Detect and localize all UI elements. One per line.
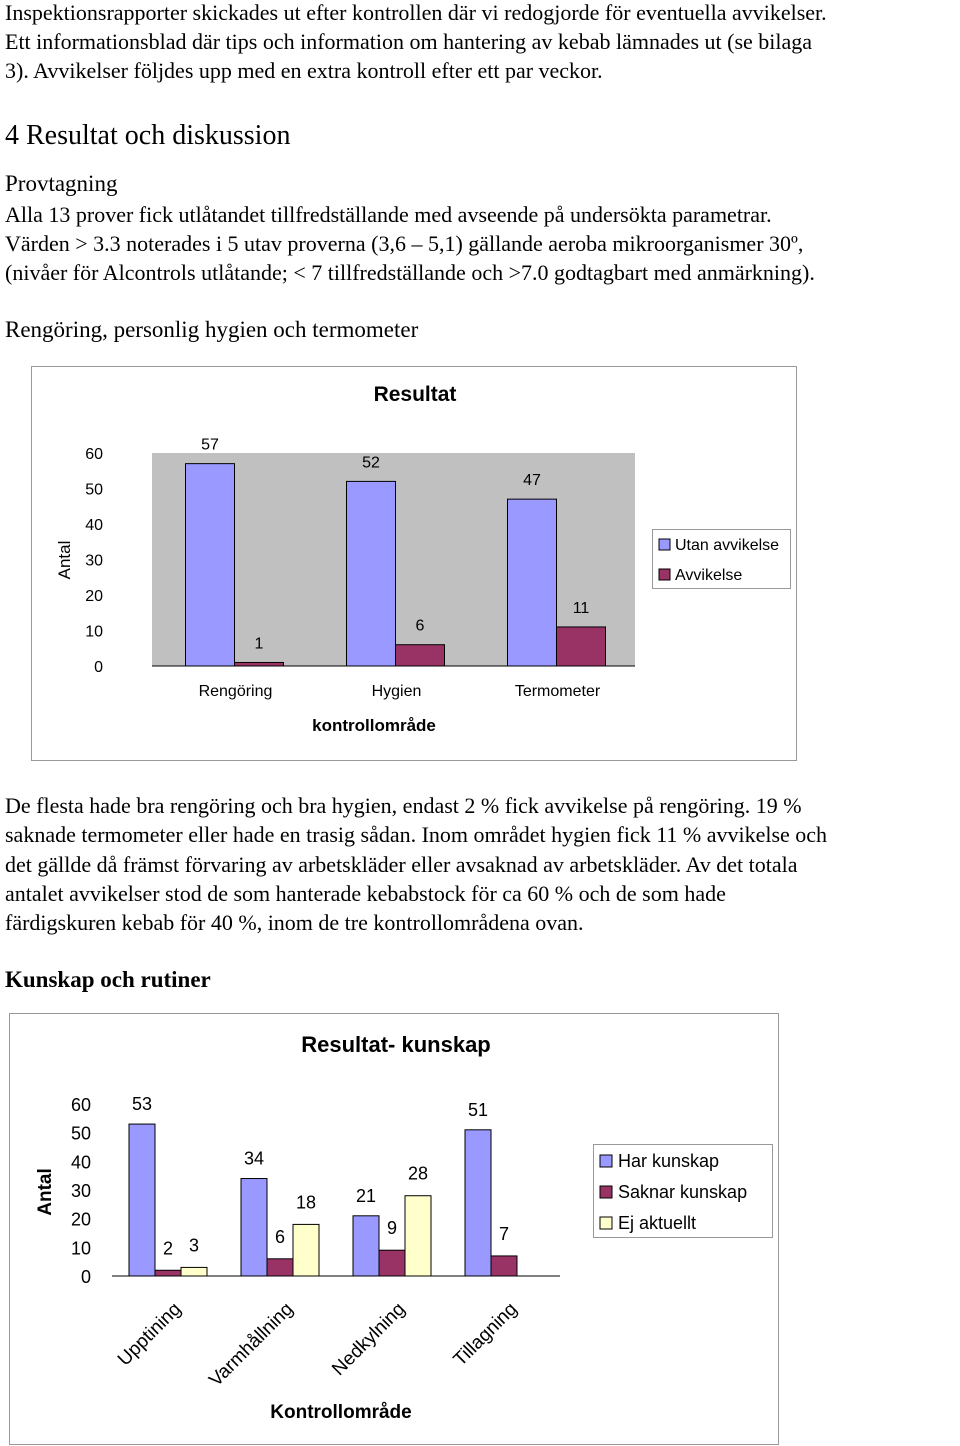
y-axis-label: Antal [55, 540, 74, 580]
bar-saknar-kunskap [267, 1259, 293, 1276]
data-label: 47 [523, 472, 541, 490]
provtagning-line-2: Värden > 3.3 noterades i 5 utav proverna (3,6 – 5,1) gällande aeroba mikroorganismer 30º, [5, 231, 804, 256]
legend-swatch [600, 1186, 612, 1198]
x-tick-label: Varmhållning [205, 1298, 298, 1391]
y-axis-label: Antal [35, 1168, 56, 1216]
bar-avvikelse [235, 662, 284, 666]
y-tick-label: 20 [70, 1209, 91, 1230]
legend-swatch [600, 1217, 612, 1229]
bar-saknar-kunskap [379, 1250, 405, 1276]
data-label: 3 [188, 1235, 200, 1256]
legend-label: Har kunskap [618, 1151, 720, 1171]
chart-resultat [0, 364, 960, 764]
x-tick-label: Upptining [113, 1298, 186, 1371]
y-tick-label: 60 [85, 446, 103, 463]
data-label: 21 [355, 1185, 377, 1206]
bar-avvikelse [557, 627, 606, 666]
data-label: 18 [295, 1192, 317, 1213]
y-tick-label: 60 [70, 1095, 91, 1115]
section-heading: 4 Resultat och diskussion [5, 120, 291, 151]
bar-utan-avvikelse [508, 499, 557, 666]
y-tick-label: 50 [85, 481, 103, 499]
legend-label: Utan avvikelse [675, 537, 780, 554]
bar-ej-aktuellt [293, 1224, 319, 1276]
y-tick-label: 10 [70, 1238, 91, 1259]
data-label: 11 [572, 599, 590, 617]
data-label: 7 [498, 1223, 510, 1244]
x-tick-label: Hygien [371, 683, 422, 700]
legend [594, 1145, 773, 1238]
discussion-line-5: färdigskuren kebab för 40 %, inom de tre kontrollområdena ovan. [5, 910, 584, 935]
y-tick-label: 40 [70, 1152, 91, 1173]
discussion-line-1: De flesta hade bra rengöring och bra hygien, endast 2 % fick avvikelse på rengöring. 19 % [5, 793, 802, 818]
provtagning-heading: Provtagning [5, 171, 118, 196]
data-label: 57 [201, 436, 219, 454]
data-label: 52 [362, 454, 380, 472]
x-axis-label: Kontrollområde [270, 1402, 412, 1423]
x-tick-label: Rengöring [198, 683, 273, 700]
bar-ej-aktuellt [405, 1196, 431, 1276]
y-tick-label: 10 [85, 623, 103, 641]
discussion-line-2: saknade termometer eller hade en trasig sådan. Inom området hygien fick 11 % avvikelse och [5, 822, 828, 847]
legend-swatch [659, 569, 670, 580]
y-tick-label: 0 [94, 659, 103, 676]
legend-label: Saknar kunskap [618, 1182, 748, 1202]
x-tick-label: Nedkylning [328, 1298, 410, 1381]
legend-swatch [659, 539, 670, 550]
chart-resultat-kunskap [0, 1010, 960, 1446]
data-label: 28 [407, 1163, 429, 1184]
y-tick-label: 20 [85, 588, 103, 605]
y-tick-label: 40 [85, 517, 103, 534]
data-label: 9 [386, 1218, 398, 1239]
bar-utan-avvikelse [347, 481, 396, 666]
bar-avvikelse [396, 645, 445, 666]
discussion-line-3: det gällde då främst förvaring av arbetskläder eller avsaknad av arbetskläder. Av det totala [5, 852, 798, 877]
y-tick-label: 30 [85, 552, 103, 570]
intro-line-3: 3). Avvikelser följdes upp med en extra kontroll efter ett par veckor. [5, 58, 603, 83]
data-label: 2 [162, 1238, 174, 1259]
kunskap-heading: Kunskap och rutiner [5, 967, 211, 992]
intro-line-1: Inspektionsrapporter skickades ut efter kontrollen där vi redogjorde för eventuella avvikelser. [5, 0, 827, 25]
data-label: 6 [415, 617, 425, 635]
bar-har-kunskap [129, 1124, 155, 1276]
x-tick-label: Termometer [514, 683, 601, 700]
bar-har-kunskap [353, 1216, 379, 1276]
chart-title: Resultat [373, 383, 457, 406]
y-tick-label: 30 [70, 1181, 91, 1201]
bar-saknar-kunskap [491, 1256, 517, 1276]
legend-swatch [600, 1155, 612, 1167]
provtagning-line-1: Alla 13 prover fick utlåtandet tillfredställande med avseende på undersökta parametrar. [5, 202, 772, 227]
bar-utan-avvikelse [186, 464, 235, 666]
legend-label: Ej aktuellt [618, 1213, 697, 1233]
bar-har-kunskap [241, 1179, 267, 1276]
legend [653, 530, 791, 589]
data-label: 6 [274, 1226, 286, 1247]
bar-ej-aktuellt [181, 1267, 207, 1276]
rengoring-heading: Rengöring, personlig hygien och termometer [5, 317, 419, 342]
x-tick-label: Tillagning [449, 1298, 522, 1371]
plot-area [85, 437, 635, 700]
intro-line-2: Ett informationsblad där tips och information om hantering av kebab lämnades ut (se bilaga [5, 29, 813, 54]
data-label: 51 [467, 1099, 489, 1120]
discussion-line-4: antalet avvikelser stod de som hanterade kebabstock för ca 60 % och de som hade [5, 881, 726, 906]
legend-label: Avvikelse [675, 567, 743, 584]
y-tick-label: 50 [70, 1123, 91, 1144]
data-label: 34 [243, 1148, 265, 1169]
y-tick-label: 0 [80, 1267, 91, 1287]
x-axis-label: kontrollområde [312, 716, 436, 735]
data-label: 1 [254, 635, 264, 653]
bar-saknar-kunskap [155, 1270, 181, 1276]
provtagning-line-3: (nivåer för Alcontrols utlåtande; < 7 tillfredställande och >7.0 godtagbart med anmärkning). [5, 260, 815, 285]
data-label: 53 [131, 1094, 153, 1115]
bar-har-kunskap [465, 1130, 491, 1276]
chart-title: Resultat- kunskap [301, 1032, 491, 1057]
